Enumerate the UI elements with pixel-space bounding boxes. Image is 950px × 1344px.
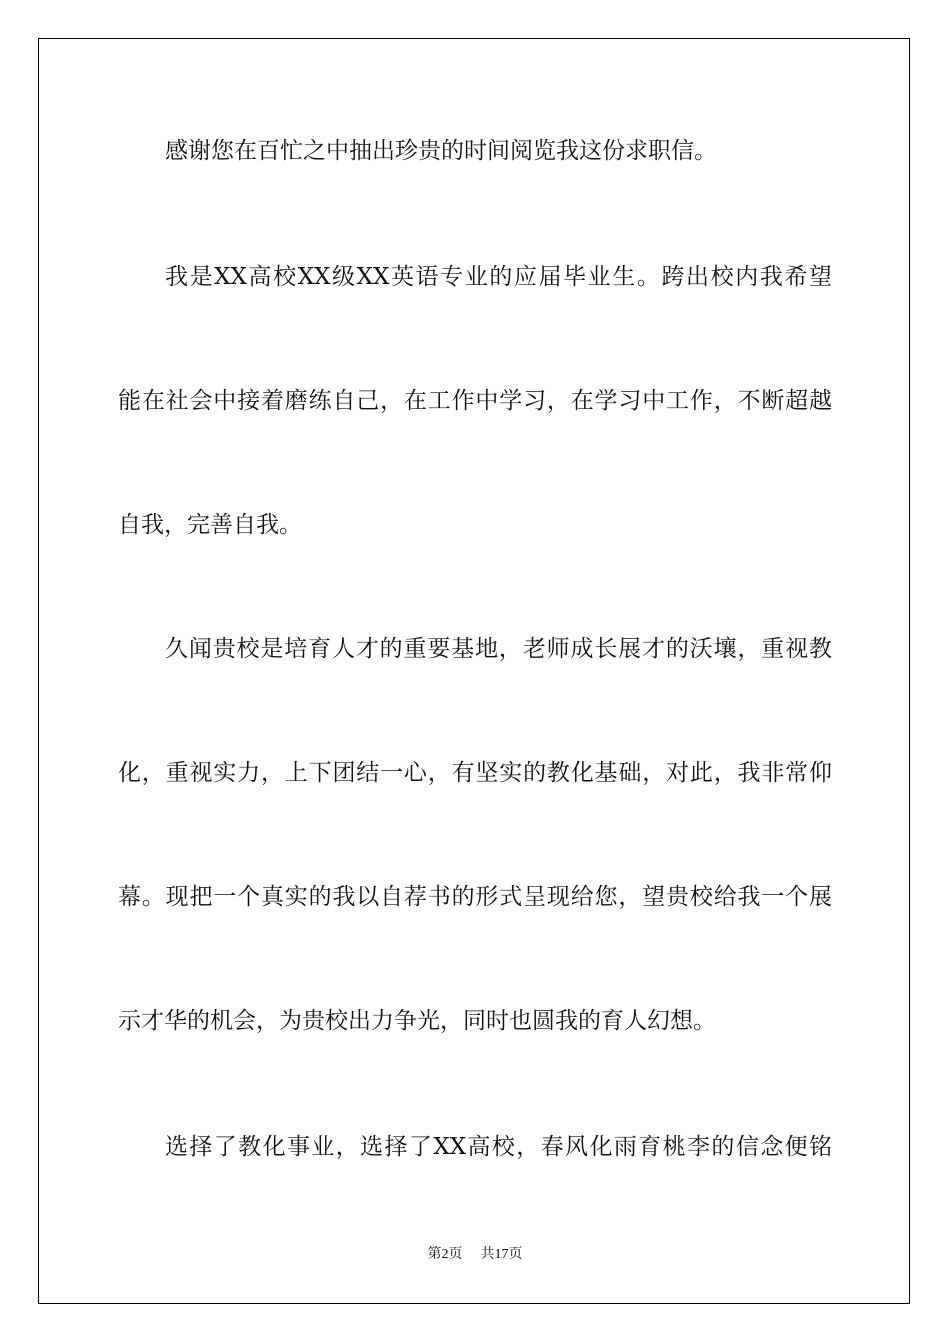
page-footer [0, 1246, 950, 1264]
paragraph-line-1: 感谢您在百忙之中抽出珍贵的时间阅览我这份求职信。 [165, 138, 717, 164]
paragraph-line-8: 示才华的机会，为贵校出力争光，同时也圆我的育人幻想。 [118, 1008, 716, 1034]
page-total: 共17页 [480, 1247, 523, 1262]
paragraph-line-5: 久闻贵校是培育人才的重要基地，老师成长展才的沃壤，重视教 [165, 636, 832, 662]
paragraph-line-7: 幕。现把一个真实的我以自荐书的形式呈现给您，望贵校给我一个展 [118, 884, 832, 910]
page-number: 第2页 [427, 1247, 463, 1262]
paragraph-line-4: 自我，完善自我。 [118, 512, 302, 538]
paragraph-line-6: 化，重视实力，上下团结一心，有坚实的教化基础，对此，我非常仰 [118, 760, 832, 786]
paragraph-line-3: 能在社会中接着磨练自己，在工作中学习，在学习中工作，不断超越 [118, 388, 832, 414]
paragraph-line-2: 我是XX高校XX级XX英语专业的应届毕业生。跨出校内我希望 [165, 264, 832, 290]
paragraph-line-9: 选择了教化事业，选择了XX高校，春风化雨育桃李的信念便铭 [165, 1134, 832, 1160]
page-border [38, 38, 910, 1304]
